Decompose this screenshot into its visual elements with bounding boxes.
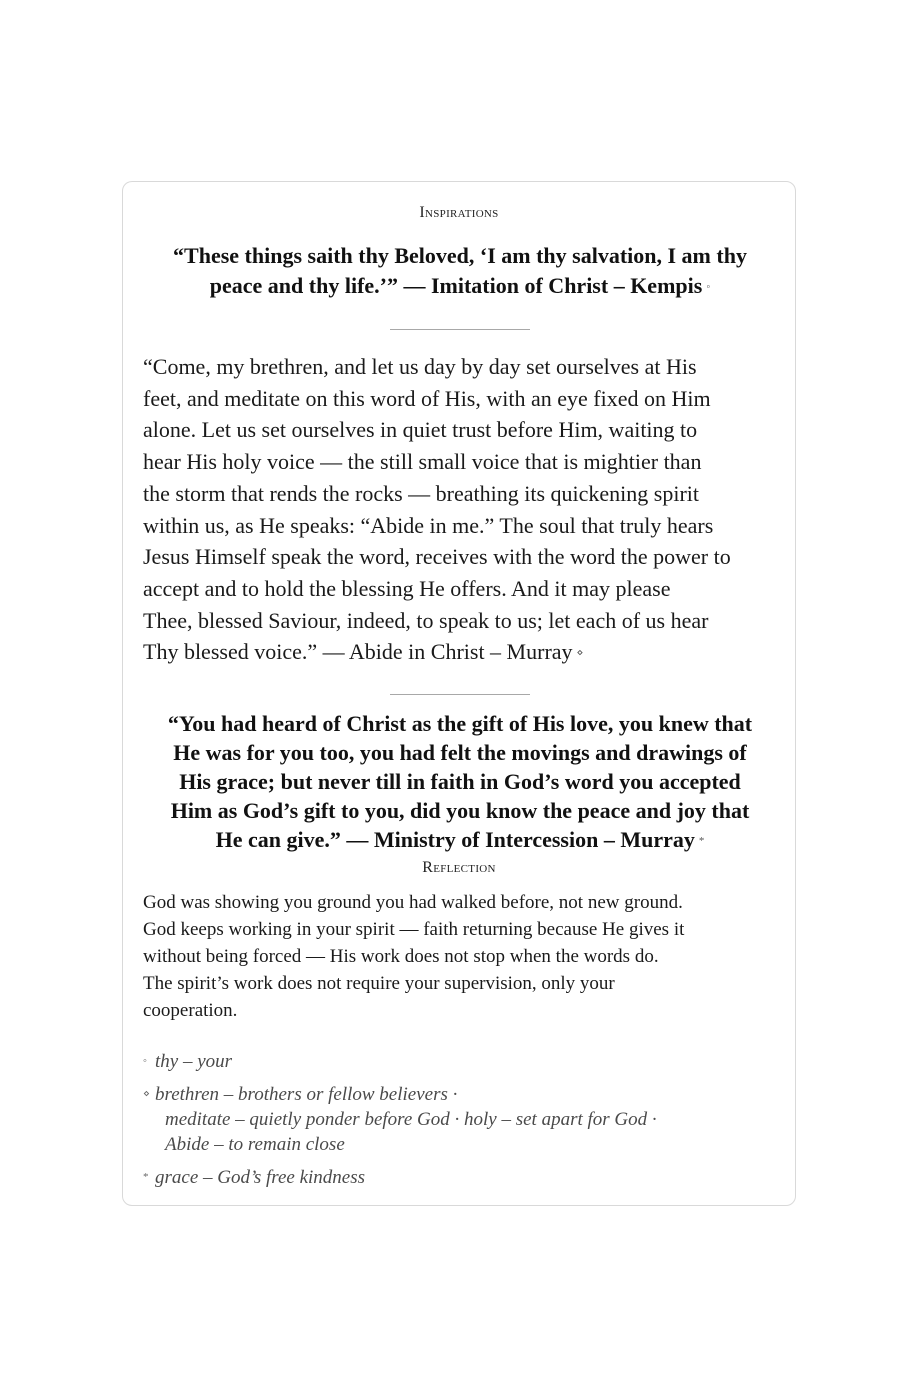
note-text-continued: Abide – to remain close bbox=[165, 1134, 345, 1155]
intercession-quote-line-last bbox=[139, 825, 781, 856]
glossary-note-asterisk bbox=[143, 1165, 783, 1190]
glossary-note-circle bbox=[143, 1049, 783, 1074]
abide-quote-line: alone. Let us set ourselves in quiet trust before Him, waiting to bbox=[143, 417, 698, 443]
inspirations-heading: Inspirations bbox=[419, 204, 499, 221]
kempis-quote-line-2-text: peace and thy life.’” — Imitation of Christ – Kempis bbox=[209, 273, 703, 298]
note-marker-asterisk: * bbox=[143, 1171, 149, 1183]
note-text: grace – God’s free kindness bbox=[155, 1167, 366, 1188]
abide-quote-line-last bbox=[143, 636, 783, 670]
abide-quote-line: hear His holy voice — the still small voice that is mightier than bbox=[143, 449, 702, 475]
abide-in-christ-quote bbox=[143, 351, 783, 670]
section-divider bbox=[390, 329, 530, 330]
reflection-text bbox=[143, 889, 779, 1024]
intercession-quote-line: His grace; but never till in faith in God’s word you accepted bbox=[179, 769, 741, 794]
intercession-quote-line: “You had heard of Christ as the gift of His love, you knew that bbox=[167, 711, 753, 736]
intercession-quote-last-text: He can give.” — Ministry of Intercession – Murray bbox=[215, 827, 695, 852]
reflection-heading: Reflection bbox=[422, 859, 496, 876]
footnote-marker-diamond: ⋄ bbox=[576, 647, 584, 660]
intercession-quote-line: He was for you too, you had felt the movings and drawings of bbox=[173, 740, 747, 765]
note-marker-circle: ◦ bbox=[143, 1055, 147, 1067]
glossary-notes bbox=[143, 1049, 783, 1190]
abide-quote-line: “Come, my brethren, and let us day by day set ourselves at His bbox=[143, 354, 697, 379]
abide-quote-line: Jesus Himself speak the word, receives with the word the power to bbox=[143, 544, 731, 570]
intercession-quote-line: Him as God’s gift to you, did you know the peace and joy that bbox=[170, 798, 750, 823]
reflection-line: without being forced — His work does not stop when the words do. bbox=[143, 946, 659, 967]
kempis-quote-line-2 bbox=[139, 271, 781, 302]
abide-quote-line: feet, and meditate on this word of His, with an eye fixed on Him bbox=[143, 385, 711, 411]
note-text-continued: meditate – quietly ponder before God · holy – set apart for God · bbox=[165, 1109, 657, 1130]
abide-quote-line: accept and to hold the blessing He offers. And it may please bbox=[143, 575, 671, 601]
reflection-line: cooperation. bbox=[143, 1000, 238, 1021]
abide-quote-line: within us, as He speaks: “Abide in me.” The soul that truly hears bbox=[143, 512, 714, 538]
note-text: thy – your bbox=[155, 1051, 233, 1072]
reflection-line: The spirit’s work does not require your supervision, only your bbox=[143, 973, 615, 994]
abide-quote-line: the storm that rends the rocks — breathing its quickening spirit bbox=[143, 480, 700, 506]
reflection-line: God keeps working in your spirit — faith returning because He gives it bbox=[143, 919, 685, 940]
footnote-marker-asterisk: * bbox=[698, 835, 705, 847]
kempis-quote-line-1: “These things saith thy Beloved, ‘I am thy salvation, I am thy bbox=[173, 243, 747, 268]
note-text: brethren – brothers or fellow believers · bbox=[155, 1084, 458, 1105]
reflection-line: God was showing you ground you had walked before, not new ground. bbox=[143, 892, 683, 913]
intercession-quote bbox=[139, 709, 781, 856]
section-divider bbox=[390, 694, 530, 695]
devotional-card bbox=[122, 181, 796, 1206]
footnote-marker-circle: ◦ bbox=[706, 281, 711, 293]
glossary-note-diamond bbox=[143, 1082, 783, 1157]
abide-quote-last-text: Thy blessed voice.” — Abide in Christ – Murray bbox=[143, 639, 573, 665]
abide-quote-line: Thee, blessed Saviour, indeed, to speak to us; let each of us hear bbox=[143, 607, 709, 633]
kempis-quote bbox=[139, 241, 781, 302]
note-marker-diamond: ⋄ bbox=[143, 1088, 150, 1100]
